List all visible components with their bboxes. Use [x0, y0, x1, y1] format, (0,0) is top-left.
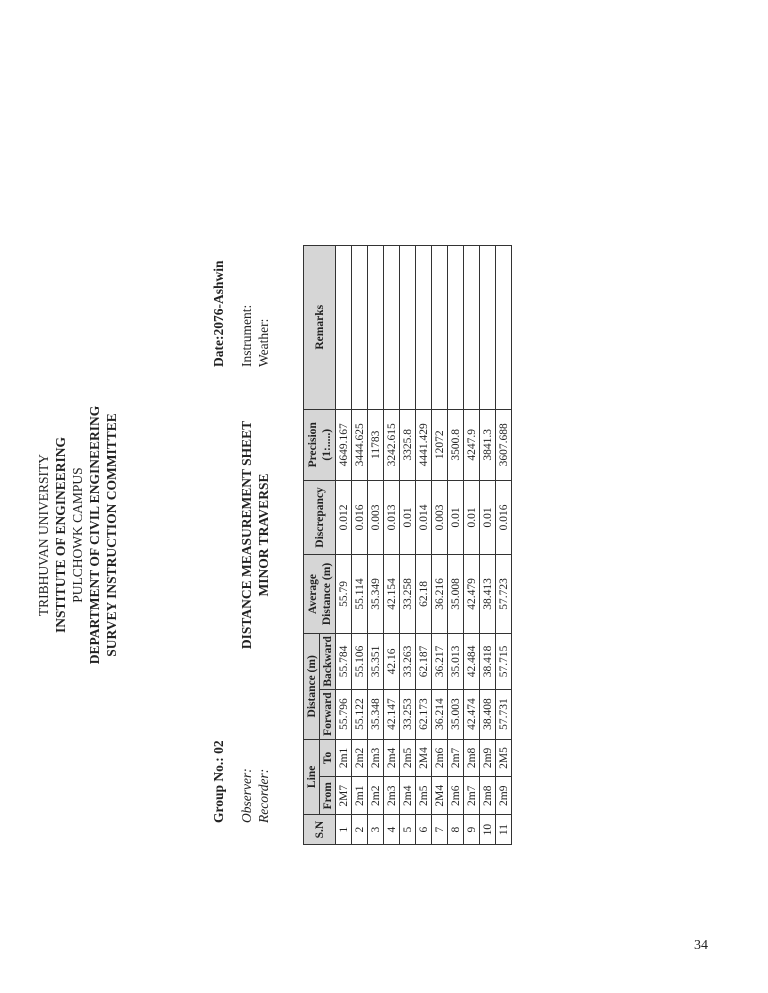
cell-discrepancy: 0.013: [384, 481, 400, 555]
cell-forward: 55.122: [352, 689, 368, 739]
cell-discrepancy: 0.016: [352, 481, 368, 555]
campus-name: PULCHOWK CAMPUS: [70, 467, 85, 603]
cell-backward: 33.263: [400, 634, 416, 689]
cell-precision: 3242.615: [384, 409, 400, 481]
table-row: [400, 246, 416, 845]
cell-precision: 4649.167: [336, 409, 352, 481]
cell-sn: 10: [480, 815, 496, 845]
recorder-label: Recorder:: [256, 768, 271, 823]
meta-right: [210, 261, 227, 368]
cell-sn: 9: [464, 815, 480, 845]
cell-remarks: [352, 246, 368, 410]
header-sn: S.N: [304, 815, 336, 845]
cell-remarks: [368, 246, 384, 410]
cell-average: 35.008: [448, 554, 464, 633]
cell-to: 2m2: [352, 739, 368, 777]
table-row: [464, 246, 480, 845]
institution-header: [35, 225, 120, 845]
cell-average: 57.723: [496, 554, 512, 633]
cell-from: 2m4: [400, 777, 416, 815]
cell-backward: 55.106: [352, 634, 368, 689]
page-number: 34: [694, 938, 708, 953]
cell-precision: 3325.8: [400, 409, 416, 481]
cell-remarks: [448, 246, 464, 410]
cell-precision: 3500.8: [448, 409, 464, 481]
institute-name: INSTITUTE OF ENGINEERING: [53, 436, 68, 634]
header-line: Line: [304, 739, 320, 815]
cell-forward: 38.408: [480, 689, 496, 739]
cell-forward: 42.474: [464, 689, 480, 739]
cell-forward: 36.214: [432, 689, 448, 739]
cell-sn: 7: [432, 815, 448, 845]
table-row: [336, 246, 352, 845]
table-row: [384, 246, 400, 845]
cell-backward: 35.351: [368, 634, 384, 689]
cell-remarks: [416, 246, 432, 410]
cell-forward: 42.147: [384, 689, 400, 739]
cell-average: 42.154: [384, 554, 400, 633]
cell-backward: 42.16: [384, 634, 400, 689]
table-row: [368, 246, 384, 845]
cell-backward: 57.715: [496, 634, 512, 689]
rotated-sheet: [36, 225, 540, 845]
header-distance: Distance (m): [304, 634, 320, 739]
university-name: TRIBHUVAN UNIVERSITY: [36, 453, 51, 617]
header-average: Average Distance (m): [304, 554, 336, 633]
cell-average: 36.216: [432, 554, 448, 633]
sheet-subtitle: MINOR TRAVERSE: [256, 473, 271, 597]
cell-average: 33.258: [400, 554, 416, 633]
committee-name: SURVEY INSTRUCTION COMMITTEE: [104, 413, 119, 657]
cell-precision: 4247.9: [464, 409, 480, 481]
cell-precision: 3444.625: [352, 409, 368, 481]
cell-to: 2m4: [384, 739, 400, 777]
cell-forward: 62.173: [416, 689, 432, 739]
cell-discrepancy: 0.016: [496, 481, 512, 555]
cell-to: 2m1: [336, 739, 352, 777]
cell-average: 62.18: [416, 554, 432, 633]
cell-average: 42.479: [464, 554, 480, 633]
cell-to: 2m9: [480, 739, 496, 777]
cell-discrepancy: 0.012: [336, 481, 352, 555]
date-label: Date:2076-Ashwin: [211, 260, 226, 367]
cell-forward: 35.348: [368, 689, 384, 739]
cell-backward: 42.484: [464, 634, 480, 689]
cell-remarks: [480, 246, 496, 410]
header-from: From: [320, 777, 336, 815]
cell-backward: 35.013: [448, 634, 464, 689]
table-row: [352, 246, 368, 845]
table-row: [448, 246, 464, 845]
header-discrepancy: Discrepancy: [304, 481, 336, 555]
cell-from: 2m1: [352, 777, 368, 815]
sheet-title: DISTANCE MEASUREMENT SHEET: [239, 420, 254, 650]
cell-to: 2m8: [464, 739, 480, 777]
department-name: DEPARTMENT OF CIVIL ENGINEERING: [87, 405, 102, 665]
cell-sn: 4: [384, 815, 400, 845]
cell-average: 55.79: [336, 554, 352, 633]
cell-backward: 36.217: [432, 634, 448, 689]
cell-precision: 4441.429: [416, 409, 432, 481]
cell-to: 2m7: [448, 739, 464, 777]
cell-from: 2M7: [336, 777, 352, 815]
header-remarks: Remarks: [304, 246, 336, 410]
cell-discrepancy: 0.014: [416, 481, 432, 555]
instrument-label: Instrument:: [239, 304, 254, 367]
cell-sn: 8: [448, 815, 464, 845]
cell-discrepancy: 0.01: [448, 481, 464, 555]
cell-sn: 1: [336, 815, 352, 845]
cell-sn: 2: [352, 815, 368, 845]
cell-to: 2m5: [400, 739, 416, 777]
cell-remarks: [336, 246, 352, 410]
cell-precision: 3841.3: [480, 409, 496, 481]
header-precision: Precision (1:.....): [304, 409, 336, 481]
cell-forward: 55.796: [336, 689, 352, 739]
cell-forward: 33.253: [400, 689, 416, 739]
header-backward: Backward: [320, 634, 336, 689]
cell-discrepancy: 0.003: [432, 481, 448, 555]
cell-remarks: [384, 246, 400, 410]
cell-sn: 3: [368, 815, 384, 845]
cell-remarks: [496, 246, 512, 410]
cell-to: 2M5: [496, 739, 512, 777]
cell-to: 2M4: [416, 739, 432, 777]
distance-table: [303, 245, 512, 845]
cell-from: 2m5: [416, 777, 432, 815]
cell-backward: 38.418: [480, 634, 496, 689]
weather-label: Weather:: [256, 318, 271, 367]
meta-left-lines: [238, 768, 272, 823]
cell-discrepancy: 0.01: [464, 481, 480, 555]
cell-precision: 11783: [368, 409, 384, 481]
cell-forward: 57.731: [496, 689, 512, 739]
cell-backward: 55.784: [336, 634, 352, 689]
cell-precision: 3607.688: [496, 409, 512, 481]
cell-to: 2m6: [432, 739, 448, 777]
cell-discrepancy: 0.01: [400, 481, 416, 555]
cell-remarks: [432, 246, 448, 410]
cell-precision: 12072: [432, 409, 448, 481]
cell-from: 2M4: [432, 777, 448, 815]
cell-average: 35.349: [368, 554, 384, 633]
header-forward: Forward: [320, 689, 336, 739]
cell-discrepancy: 0.003: [368, 481, 384, 555]
cell-from: 2m8: [480, 777, 496, 815]
cell-to: 2m3: [368, 739, 384, 777]
table-row: [480, 246, 496, 845]
cell-sn: 6: [416, 815, 432, 845]
cell-average: 55.114: [352, 554, 368, 633]
cell-forward: 35.003: [448, 689, 464, 739]
cell-discrepancy: 0.01: [480, 481, 496, 555]
cell-from: 2m6: [448, 777, 464, 815]
cell-sn: 5: [400, 815, 416, 845]
cell-remarks: [464, 246, 480, 410]
cell-from: 2m9: [496, 777, 512, 815]
observer-label: Observer:: [239, 768, 254, 823]
table-row: [432, 246, 448, 845]
cell-from: 2m2: [368, 777, 384, 815]
cell-average: 38.413: [480, 554, 496, 633]
meta-left: [210, 740, 227, 823]
header-to: To: [320, 739, 336, 777]
cell-from: 2m7: [464, 777, 480, 815]
cell-backward: 62.187: [416, 634, 432, 689]
cell-from: 2m3: [384, 777, 400, 815]
cell-sn: 11: [496, 815, 512, 845]
table-row: [496, 246, 512, 845]
group-number: Group No.: 02: [211, 740, 226, 823]
meta-right-lines: [238, 305, 272, 367]
table-row: [416, 246, 432, 845]
cell-remarks: [400, 246, 416, 410]
